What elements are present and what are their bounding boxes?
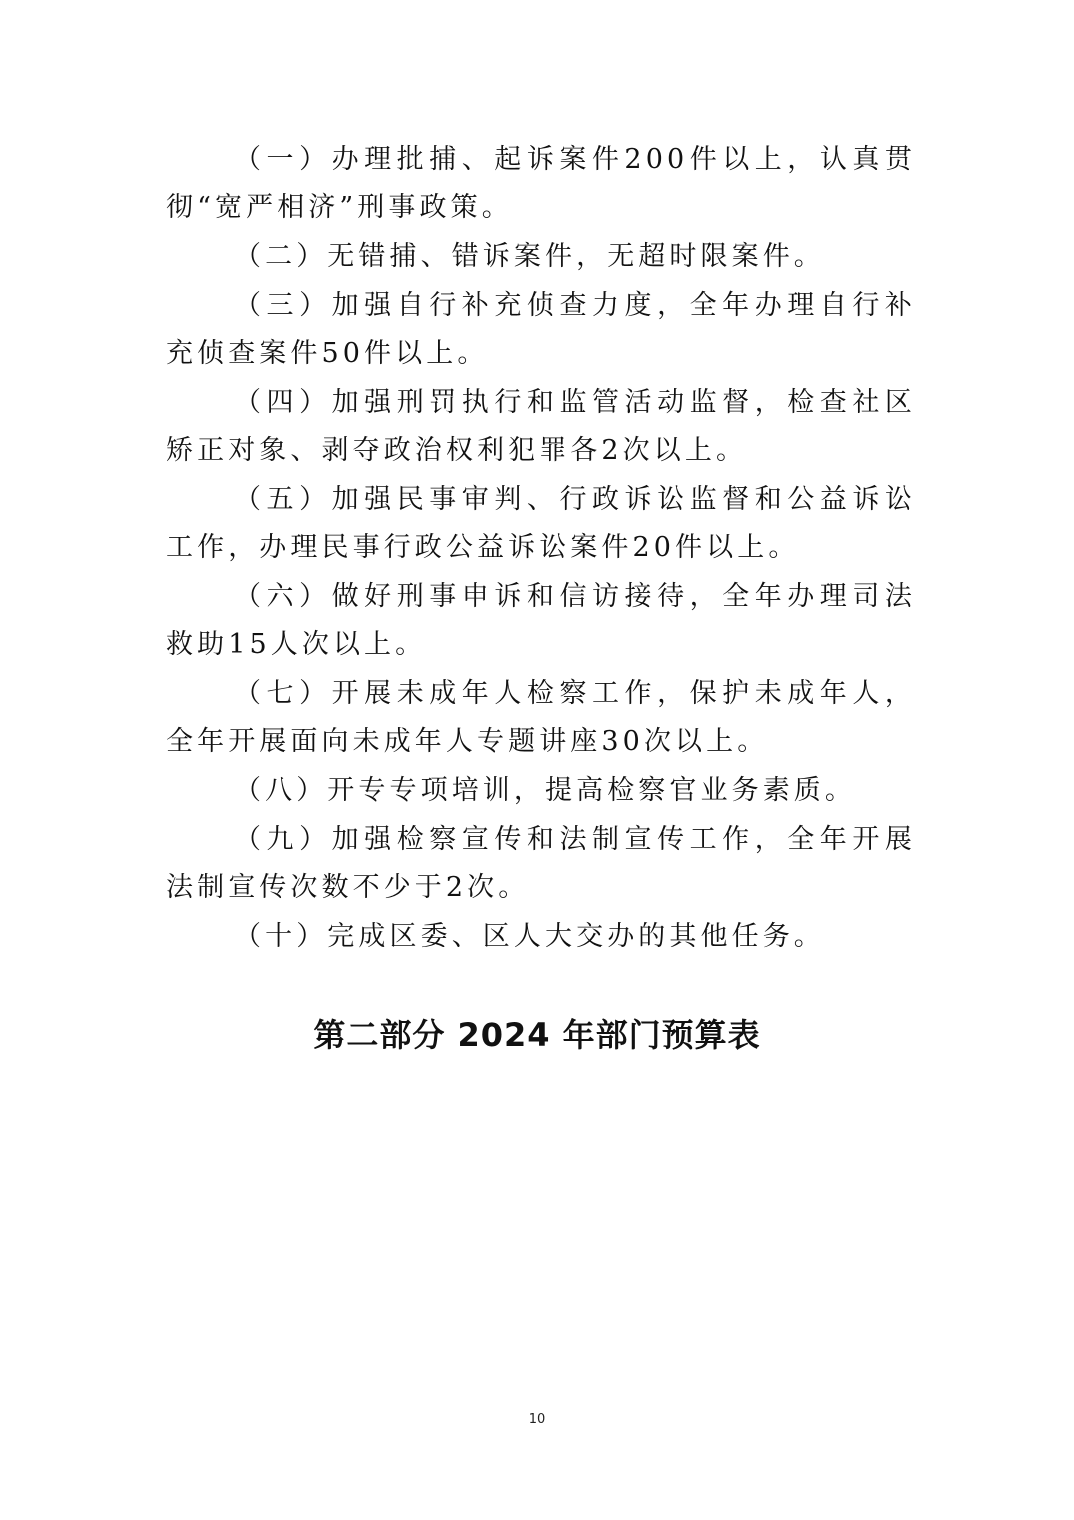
- paragraph-8: （八）开专专项培训，提高检察官业务素质。: [234, 775, 856, 806]
- paragraph-4: （四）加强刑罚执行和监管活动监督，检查社区矫正对象、剥夺政治权利犯罪各2次以上。: [166, 387, 916, 466]
- body-text: [166, 136, 916, 962]
- paragraph-5: （五）加强民事审判、行政诉讼监督和公益诉讼工作，办理民事行政公益诉讼案件20件以上。: [166, 484, 916, 563]
- paragraph-2: （二）无错捕、错诉案件，无超时限案件。: [234, 241, 825, 272]
- paragraph-1: （一）办理批捕、起诉案件200件以上，认真贯彻“宽严相济”刑事政策。: [166, 144, 916, 223]
- paragraph-3: （三）加强自行补充侦查力度，全年办理自行补充侦查案件50件以上。: [166, 290, 916, 369]
- paragraph-7: （七）开展未成年人检察工作，保护未成年人，全年开展面向未成年人专题讲座30次以上。: [166, 678, 916, 757]
- section-title: 第二部分 2024 年部门预算表: [313, 1016, 761, 1054]
- paragraph-10: （十）完成区委、区人大交办的其他任务。: [234, 921, 825, 952]
- paragraph-9: （九）加强检察宣传和法制宣传工作，全年开展法制宣传次数不少于2次。: [166, 824, 916, 903]
- paragraph-6: （六）做好刑事申诉和信访接待，全年办理司法救助15人次以上。: [166, 581, 916, 660]
- page-number: 10: [528, 1412, 546, 1427]
